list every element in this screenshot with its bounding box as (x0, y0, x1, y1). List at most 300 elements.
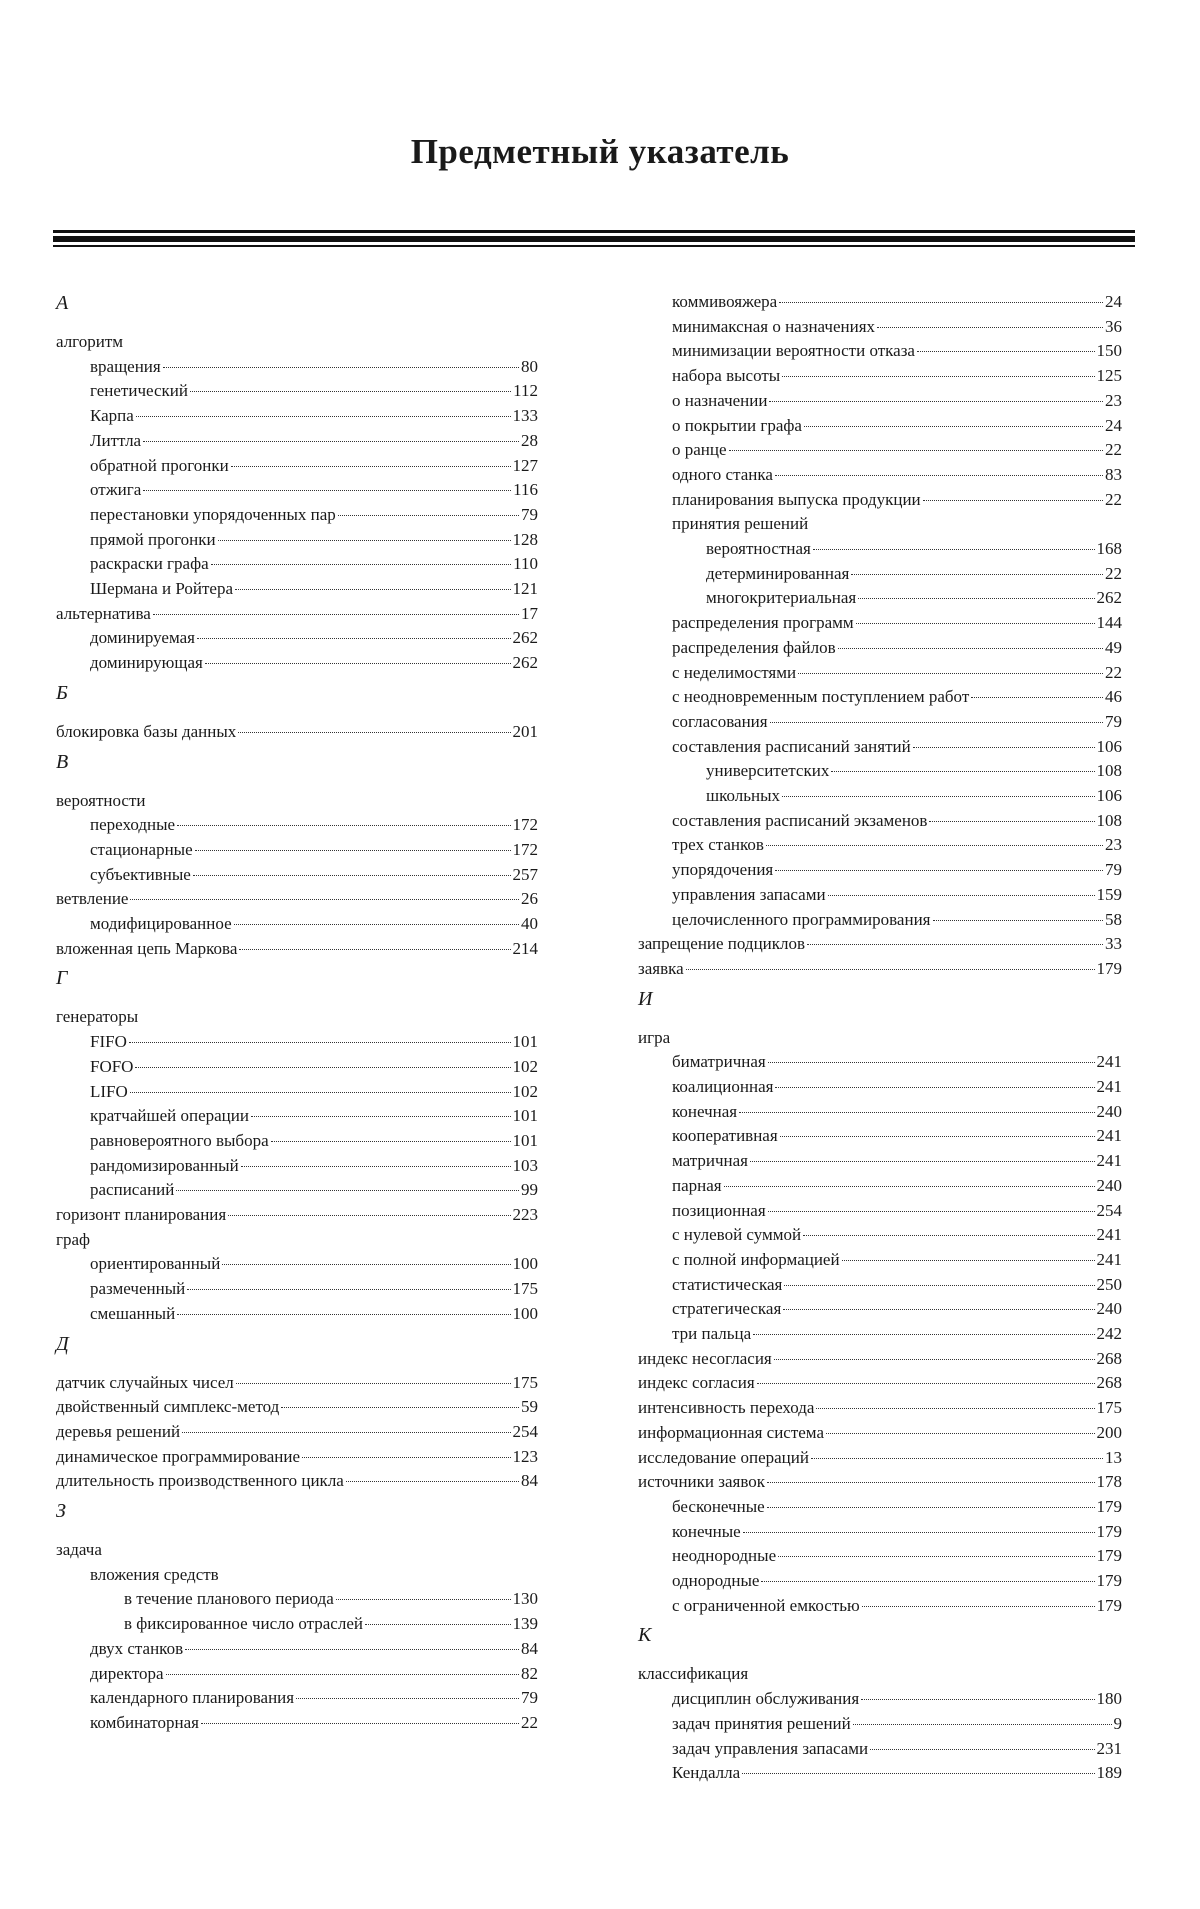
index-entry (90, 1302, 538, 1326)
index-term: в фиксированное число отраслей (124, 1614, 363, 1634)
index-term: Шермана и Ройтера (90, 579, 234, 598)
index-entry (672, 1050, 1122, 1074)
index-section-letter: Б (56, 681, 68, 704)
index-term: исследование операций (638, 1447, 809, 1467)
index-heading: вероятности (56, 790, 146, 810)
index-entry (90, 838, 538, 862)
index-entry (672, 1199, 1122, 1223)
index-page-number: 223 (512, 1205, 538, 1224)
index-page-number: 84 (521, 1471, 538, 1491)
index-page-number: 58 (1105, 909, 1122, 929)
index-term: с ограниченной емкостью (672, 1595, 860, 1615)
index-page-number: 240 (1096, 1101, 1122, 1121)
index-page-number: 130 (512, 1589, 538, 1609)
index-page-number: 108 (1096, 761, 1122, 781)
index-page-number: 83 (1105, 464, 1122, 484)
index-page-number: 102 (512, 1081, 538, 1101)
index-term: позиционная (672, 1200, 766, 1220)
index-term: минимаксная о назначениях (672, 316, 876, 336)
index-entry (56, 602, 538, 626)
index-entry (90, 503, 538, 527)
index-page-number: 46 (1105, 687, 1122, 707)
dot-leader (239, 949, 510, 950)
index-term: ветвление (56, 889, 129, 909)
index-term: блокировка базы данных (56, 721, 237, 741)
index-entry (90, 626, 538, 650)
index-heading: генераторы (56, 1007, 139, 1027)
index-term: школьных (706, 786, 781, 805)
index-page-number: 106 (1096, 736, 1122, 756)
index-entry (638, 1396, 1122, 1420)
dot-leader (870, 1749, 1094, 1750)
dot-leader (135, 1067, 510, 1068)
index-page-number: 22 (1105, 440, 1122, 460)
index-entry (672, 290, 1122, 314)
index-term: управления запасами (672, 884, 826, 904)
index-page-number: 40 (521, 914, 538, 933)
index-page-number: 128 (512, 529, 538, 549)
index-entry (90, 528, 538, 552)
index-term: вероятностная (706, 539, 811, 558)
index-heading: принятия решений (672, 514, 809, 534)
index-term: три пальца (672, 1324, 752, 1343)
index-page-number: 262 (512, 628, 538, 648)
index-entry (90, 863, 538, 887)
index-entry (90, 404, 538, 428)
dot-leader (211, 564, 511, 565)
index-term: календарного планирования (90, 1688, 295, 1708)
index-entry (672, 1100, 1122, 1124)
index-term: прямой прогонки (90, 529, 216, 549)
index-term: отжига (90, 480, 142, 500)
index-entry (672, 1712, 1122, 1736)
index-entry (90, 1055, 538, 1079)
dot-leader (338, 515, 519, 516)
index-entry (638, 957, 1122, 981)
index-page-number: 201 (512, 721, 538, 741)
index-term: расписаний (90, 1180, 175, 1200)
index-page-number: 179 (1096, 1595, 1122, 1615)
dot-leader (774, 1359, 1095, 1360)
index-entry (56, 1420, 538, 1444)
dot-leader (784, 1285, 1094, 1286)
dot-leader (913, 747, 1095, 748)
index-page-number: 168 (1096, 539, 1122, 558)
index-page-number: 172 (512, 815, 538, 835)
dot-leader (130, 899, 519, 900)
index-entry (638, 1470, 1122, 1494)
dot-leader (807, 944, 1103, 945)
index-page-number: 257 (512, 864, 538, 884)
index-term: размеченный (90, 1279, 186, 1299)
dot-leader (182, 1432, 510, 1433)
index-page-number: 103 (512, 1155, 538, 1175)
index-term: университетских (706, 761, 830, 781)
dot-leader (296, 1698, 519, 1699)
index-term: о ранце (672, 440, 727, 460)
index-page-number: 268 (1096, 1348, 1122, 1368)
index-term: источники заявок (638, 1472, 766, 1492)
index-term: субъективные (90, 864, 191, 884)
dot-leader (783, 1309, 1094, 1310)
index-entry (90, 355, 538, 379)
dot-leader (177, 825, 510, 826)
index-term: LIFO (90, 1081, 128, 1101)
index-term: согласования (672, 711, 768, 731)
index-page-number: 139 (512, 1614, 538, 1634)
index-entry (90, 912, 538, 936)
dot-leader (803, 1235, 1094, 1236)
dot-leader (933, 920, 1104, 921)
index-term: набора высоты (672, 366, 781, 386)
dot-leader (753, 1334, 1094, 1335)
index-entry (672, 1495, 1122, 1519)
index-entry (672, 1761, 1122, 1785)
index-entry (90, 1277, 538, 1301)
dot-leader (143, 441, 519, 442)
index-section-letter: З (56, 1500, 66, 1522)
index-entry (90, 552, 538, 576)
index-term: однородные (672, 1571, 760, 1590)
dot-leader (769, 401, 1103, 402)
index-term: FOFO (90, 1056, 134, 1076)
index-term: конечная (672, 1101, 738, 1121)
index-entry (672, 833, 1122, 857)
index-term: задач управления запасами (672, 1738, 869, 1758)
index-term: с неделимостями (672, 662, 797, 682)
index-entry (672, 858, 1122, 882)
dot-leader (163, 367, 519, 368)
index-term: датчик случайных чисел (56, 1372, 234, 1392)
index-term: деревья решений (56, 1421, 181, 1441)
index-term: Литтла (90, 430, 142, 450)
index-page-number: 231 (1096, 1738, 1122, 1758)
index-term: индекс согласия (638, 1373, 755, 1393)
index-entry (672, 414, 1122, 438)
dot-leader (238, 732, 510, 733)
index-heading: задача (56, 1540, 102, 1559)
dot-leader (195, 850, 511, 851)
index-page-number: 127 (512, 455, 538, 475)
dot-leader (767, 1507, 1095, 1508)
index-term: динамическое программирование (56, 1446, 301, 1466)
index-page-number: 125 (1096, 366, 1122, 386)
index-entry (672, 1149, 1122, 1173)
index-entry (56, 887, 538, 911)
index-term: неоднородные (672, 1546, 777, 1566)
dot-leader (234, 924, 519, 925)
index-entry (672, 611, 1122, 635)
index-term: матричная (672, 1151, 748, 1171)
dot-leader (302, 1457, 510, 1458)
index-page-number: 100 (512, 1303, 538, 1323)
index-entry (90, 1711, 538, 1735)
dot-leader (218, 540, 511, 541)
dot-leader (166, 1674, 519, 1675)
index-entry (672, 685, 1122, 709)
index-term: одного станка (672, 464, 773, 484)
index-term: дисциплин обслуживания (672, 1689, 860, 1709)
index-heading: алгоритм (56, 332, 124, 351)
index-entry (638, 1421, 1122, 1445)
index-page-number: 175 (1096, 1398, 1122, 1418)
index-heading: классификация (638, 1664, 749, 1684)
index-term: стратегическая (672, 1299, 782, 1319)
index-page-number: 22 (1105, 563, 1122, 583)
index-page-number: 179 (1096, 958, 1122, 978)
dot-leader (779, 302, 1103, 303)
index-term: модифицированное (90, 914, 232, 933)
index-entry (90, 1030, 538, 1054)
dot-leader (346, 1481, 519, 1482)
dot-leader (853, 1724, 1112, 1725)
index-entry (672, 1248, 1122, 1272)
index-term: вращения (90, 356, 161, 376)
dot-leader (176, 1190, 519, 1191)
index-term: о покрытии графа (672, 415, 802, 435)
dot-leader (851, 574, 1103, 575)
index-entry (56, 1395, 538, 1419)
index-section-letter: К (638, 1624, 652, 1647)
index-entry (672, 1223, 1122, 1247)
index-term: рандомизированный (90, 1155, 239, 1175)
dot-leader (798, 673, 1103, 674)
index-term: директора (90, 1663, 164, 1683)
dot-leader (185, 1649, 519, 1650)
index-page-number: 179 (1096, 1546, 1122, 1566)
dot-leader (750, 1161, 1095, 1162)
index-page-number: 250 (1096, 1274, 1122, 1294)
index-term: интенсивность перехода (638, 1398, 815, 1418)
index-page-number: 241 (1096, 1225, 1122, 1245)
index-page-number: 241 (1096, 1077, 1122, 1096)
index-page-number: 178 (1096, 1472, 1122, 1492)
dot-leader (816, 1408, 1094, 1409)
index-entry (90, 1686, 538, 1710)
index-entry (56, 937, 538, 961)
dot-leader (761, 1581, 1094, 1582)
index-entry (672, 883, 1122, 907)
dot-leader (768, 1211, 1095, 1212)
index-entry (672, 1322, 1122, 1346)
dot-leader (336, 1599, 511, 1600)
index-entry (706, 759, 1122, 783)
index-term: в течение планового периода (124, 1589, 334, 1609)
dot-leader (923, 500, 1103, 501)
index-term: целочисленного программирования (672, 909, 931, 929)
index-page-number: 84 (521, 1638, 538, 1658)
index-entry (638, 1347, 1122, 1371)
index-page-number: 133 (512, 406, 538, 426)
index-page-number: 101 (512, 1106, 538, 1126)
index-page-number: 268 (1096, 1373, 1122, 1393)
index-entry (90, 1104, 538, 1128)
index-term: планирования выпуска продукции (672, 489, 921, 509)
dot-leader (862, 1606, 1095, 1607)
dot-leader (770, 722, 1103, 723)
dot-leader (858, 598, 1094, 599)
index-page-number: 121 (512, 579, 538, 598)
dot-leader (190, 391, 511, 392)
dot-leader (236, 1383, 511, 1384)
index-page-number: 22 (1105, 662, 1122, 682)
index-term: статистическая (672, 1274, 783, 1294)
index-term: коммивояжера (672, 292, 778, 311)
index-entry (90, 1154, 538, 1178)
index-term: о назначении (672, 390, 768, 410)
dot-leader (782, 796, 1094, 797)
index-entry (672, 1544, 1122, 1568)
dot-leader (826, 1433, 1095, 1434)
index-section-letter: А (56, 292, 69, 314)
header-rule (53, 236, 1135, 242)
index-term: равновероятного выбора (90, 1130, 269, 1150)
index-term: доминирующая (90, 653, 203, 673)
index-term: распределения файлов (672, 637, 836, 657)
dot-leader (767, 1482, 1094, 1483)
index-term: парная (672, 1175, 722, 1195)
dot-leader (228, 1215, 510, 1216)
dot-leader (235, 589, 510, 590)
index-term: составления расписаний экзаменов (672, 810, 928, 830)
index-term: раскраски графа (90, 554, 209, 574)
index-entry (90, 651, 538, 675)
index-term: бесконечные (672, 1496, 765, 1516)
index-page-number: 79 (1105, 711, 1122, 731)
index-entry (672, 1297, 1122, 1321)
index-term: горизонт планирования (56, 1205, 227, 1224)
dot-leader (729, 450, 1103, 451)
header-rule (53, 230, 1135, 233)
index-page-number: 144 (1096, 613, 1122, 633)
index-entry (672, 463, 1122, 487)
dot-leader (743, 1532, 1095, 1533)
dot-leader (177, 1314, 510, 1315)
index-section-letter: Д (56, 1332, 69, 1355)
index-entry (672, 1520, 1122, 1544)
index-entry (706, 562, 1122, 586)
index-entry (90, 478, 538, 502)
dot-leader (205, 663, 511, 664)
dot-leader (775, 475, 1103, 476)
index-page-number: 100 (512, 1254, 538, 1274)
dot-leader (136, 416, 511, 417)
index-entry (672, 1174, 1122, 1198)
index-page-number: 262 (512, 653, 538, 673)
index-entry (672, 735, 1122, 759)
dot-leader (201, 1723, 519, 1724)
index-heading: вложения средств (90, 1564, 219, 1584)
index-page-number: 79 (521, 1688, 538, 1708)
index-page-number: 59 (521, 1397, 538, 1417)
index-term: биматричная (672, 1052, 766, 1072)
index-page-number: 110 (513, 554, 538, 574)
index-term: с полной информацией (672, 1249, 840, 1269)
index-page-number: 159 (1096, 884, 1122, 904)
index-page-number: 80 (521, 356, 538, 376)
index-entry (90, 1080, 538, 1104)
dot-leader (768, 1062, 1095, 1063)
dot-leader (766, 845, 1103, 846)
dot-leader (838, 648, 1103, 649)
index-entry (672, 710, 1122, 734)
index-section-letter: В (56, 750, 69, 773)
dot-leader (739, 1112, 1094, 1113)
index-page-number: 23 (1105, 835, 1122, 855)
index-page-number: 33 (1105, 934, 1122, 954)
index-page-number: 79 (1105, 860, 1122, 880)
index-entry (90, 454, 538, 478)
index-page-number: 200 (1096, 1422, 1122, 1442)
index-term: двойственный симплекс-метод (56, 1397, 280, 1417)
index-entry (672, 1594, 1122, 1618)
dot-leader (222, 1264, 510, 1265)
index-entry (124, 1587, 538, 1611)
index-page-number: 150 (1096, 341, 1122, 361)
dot-leader (241, 1166, 511, 1167)
dot-leader (197, 638, 511, 639)
index-entry (706, 586, 1122, 610)
index-entry (672, 1273, 1122, 1297)
index-entry (638, 932, 1122, 956)
index-page-number: 116 (513, 480, 538, 500)
index-entry (706, 784, 1122, 808)
dot-leader (365, 1624, 511, 1625)
dot-leader (831, 771, 1094, 772)
index-page-number: 102 (512, 1056, 538, 1076)
index-page-number: 172 (512, 839, 538, 859)
index-page-number: 22 (1105, 489, 1122, 509)
dot-leader (813, 549, 1095, 550)
index-entry (90, 1637, 538, 1661)
index-entry (672, 389, 1122, 413)
index-page-number: 262 (1096, 588, 1122, 608)
index-page-number: 49 (1105, 637, 1122, 657)
index-entry (90, 577, 538, 601)
index-term: вложенная цепь Маркова (56, 938, 238, 958)
index-page-number: 24 (1105, 292, 1122, 311)
dot-leader (775, 1087, 1094, 1088)
index-term: Кендалла (672, 1763, 741, 1783)
dot-leader (842, 1260, 1095, 1261)
index-page-number: 241 (1096, 1126, 1122, 1146)
index-entry (90, 1129, 538, 1153)
dot-leader (828, 895, 1095, 896)
index-term: комбинаторная (90, 1712, 199, 1732)
index-entry (672, 1075, 1122, 1099)
index-term: альтернатива (56, 603, 151, 623)
index-term: конечные (672, 1521, 741, 1541)
index-entry (90, 1178, 538, 1202)
index-entry (672, 488, 1122, 512)
index-term: длительность производственного цикла (56, 1471, 344, 1491)
index-page-number: 17 (521, 603, 538, 623)
index-page-number: 241 (1096, 1151, 1122, 1171)
index-page-number: 9 (1113, 1713, 1122, 1733)
dot-leader (742, 1773, 1094, 1774)
index-entry (56, 1203, 538, 1227)
index-term: обратной прогонки (90, 455, 229, 475)
index-page-number: 242 (1096, 1324, 1122, 1343)
index-page-number: 106 (1096, 786, 1122, 805)
dot-leader (782, 376, 1094, 377)
index-page-number: 36 (1105, 316, 1122, 336)
index-entry (90, 1662, 538, 1686)
index-entry (56, 1371, 538, 1395)
index-entry (672, 1569, 1122, 1593)
index-page-number: 13 (1105, 1447, 1122, 1467)
index-term: детерминированная (706, 563, 850, 583)
